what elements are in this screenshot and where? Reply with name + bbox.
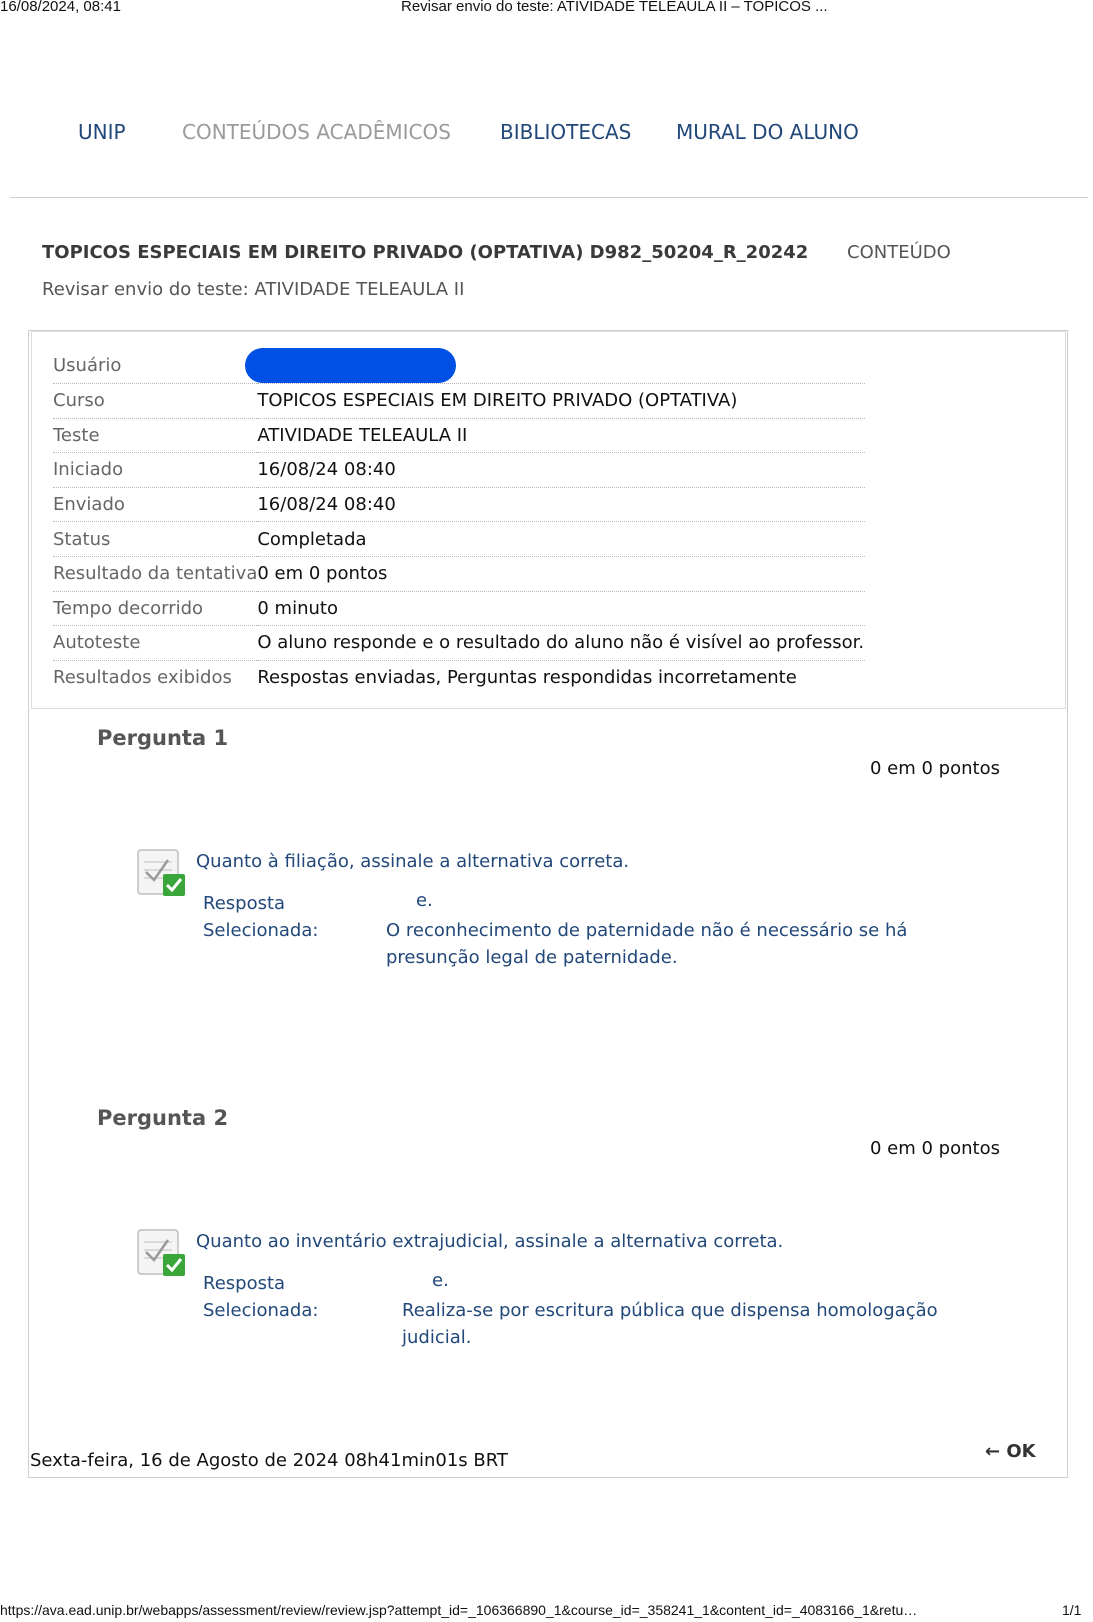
detail-label: Resultado da tentativa — [53, 563, 258, 585]
correct-check-icon — [136, 1228, 186, 1278]
print-url: https://ava.ead.unip.br/webapps/assessment/review/review.jsp?attempt_id=_106366890_1&course_id=_358241_1&content_id=_4083166_1&retu… — [0, 1602, 918, 1618]
detail-label: Curso — [53, 390, 105, 412]
detail-row-tempo — [53, 591, 865, 626]
answer-text — [402, 1297, 938, 1351]
detail-row-iniciado — [53, 453, 865, 488]
detail-label: Status — [53, 528, 111, 550]
answer-line: judicial. — [402, 1327, 472, 1348]
detail-value: TOPICOS ESPECIAIS EM DIREITO PRIVADO (OPTATIVA) — [257, 390, 738, 412]
detail-row-status — [53, 522, 865, 557]
detail-row-resultados-exibidos — [53, 660, 865, 695]
question-title: Pergunta 1 — [97, 726, 229, 750]
answer-label-line: Resposta — [203, 1273, 286, 1294]
detail-label: Teste — [53, 424, 100, 446]
nav-item-unip[interactable]: UNIP — [78, 120, 126, 144]
nav-item-bibliotecas[interactable]: BIBLIOTECAS — [500, 120, 632, 144]
detail-row-usuario — [53, 348, 865, 384]
answer-label — [203, 1270, 318, 1324]
answer-label-line: Resposta — [203, 893, 286, 914]
detail-value — [257, 348, 865, 384]
detail-value: O aluno responde e o resultado do aluno não é visível ao professor. — [257, 632, 865, 654]
detail-value: Respostas enviadas, Perguntas respondidas incorretamente — [257, 667, 797, 689]
answer-line: presunção legal de paternidade. — [386, 947, 678, 968]
detail-value: 16/08/24 08:40 — [257, 459, 396, 481]
print-page-number: 1/1 — [1062, 1602, 1082, 1618]
nav-item-mural-do-aluno[interactable]: MURAL DO ALUNO — [676, 120, 859, 144]
detail-label: Autoteste — [53, 632, 141, 654]
answer-label — [203, 890, 318, 944]
question-points: 0 em 0 pontos — [870, 1138, 1000, 1159]
detail-row-curso — [53, 384, 865, 419]
question-text: Quanto ao inventário extrajudicial, assinale a alternativa correta. — [196, 1231, 784, 1252]
answer-letter: e. — [416, 890, 433, 911]
detail-label: Tempo decorrido — [53, 597, 204, 619]
answer-line: Realiza-se por escritura pública que dispensa homologação — [402, 1300, 938, 1321]
detail-value: ATIVIDADE TELEAULA II — [257, 424, 468, 446]
correct-check-icon — [136, 848, 186, 898]
answer-letter: e. — [432, 1270, 449, 1291]
answer-label-line: Selecionada: — [203, 1300, 319, 1321]
detail-label: Iniciado — [53, 459, 124, 481]
detail-row-resultado — [53, 556, 865, 591]
question-points: 0 em 0 pontos — [870, 758, 1000, 779]
detail-value: 16/08/24 08:40 — [257, 494, 396, 516]
nav-item-conteudos-academicos[interactable]: CONTEÚDOS ACADÊMICOS — [182, 120, 451, 144]
print-timestamp: 16/08/2024, 08:41 — [0, 0, 121, 15]
detail-label: Resultados exibidos — [53, 667, 232, 689]
submission-date: Sexta-feira, 16 de Agosto de 2024 08h41min01s BRT — [30, 1450, 508, 1471]
detail-row-teste — [53, 418, 865, 453]
redacted-username — [245, 348, 456, 383]
page-title: Revisar envio do teste: ATIVIDADE TELEAULA II — [42, 279, 465, 300]
answer-text — [386, 917, 907, 971]
ok-button[interactable]: ← OK — [985, 1441, 1036, 1462]
content-link[interactable]: CONTEÚDO — [847, 242, 951, 263]
attempt-details-table — [53, 348, 865, 695]
question-text: Quanto à filiação, assinale a alternativa correta. — [196, 851, 630, 872]
detail-value: 0 em 0 pontos — [257, 563, 388, 585]
answer-line: O reconhecimento de paternidade não é necessário se há — [386, 920, 908, 941]
course-title: TOPICOS ESPECIAIS EM DIREITO PRIVADO (OPTATIVA) D982_50204_R_20242 — [42, 242, 809, 263]
detail-label: Enviado — [53, 494, 125, 516]
nav-divider — [10, 197, 1088, 198]
question-title: Pergunta 2 — [97, 1106, 229, 1130]
detail-row-autoteste — [53, 626, 865, 661]
detail-value: 0 minuto — [257, 597, 338, 619]
detail-row-enviado — [53, 487, 865, 522]
print-page-title: Revisar envio do teste: ATIVIDADE TELEAULA II – TOPICOS ... — [401, 0, 828, 15]
detail-label: Usuário — [53, 355, 122, 376]
answer-label-line: Selecionada: — [203, 920, 319, 941]
detail-value: Completada — [257, 528, 367, 550]
